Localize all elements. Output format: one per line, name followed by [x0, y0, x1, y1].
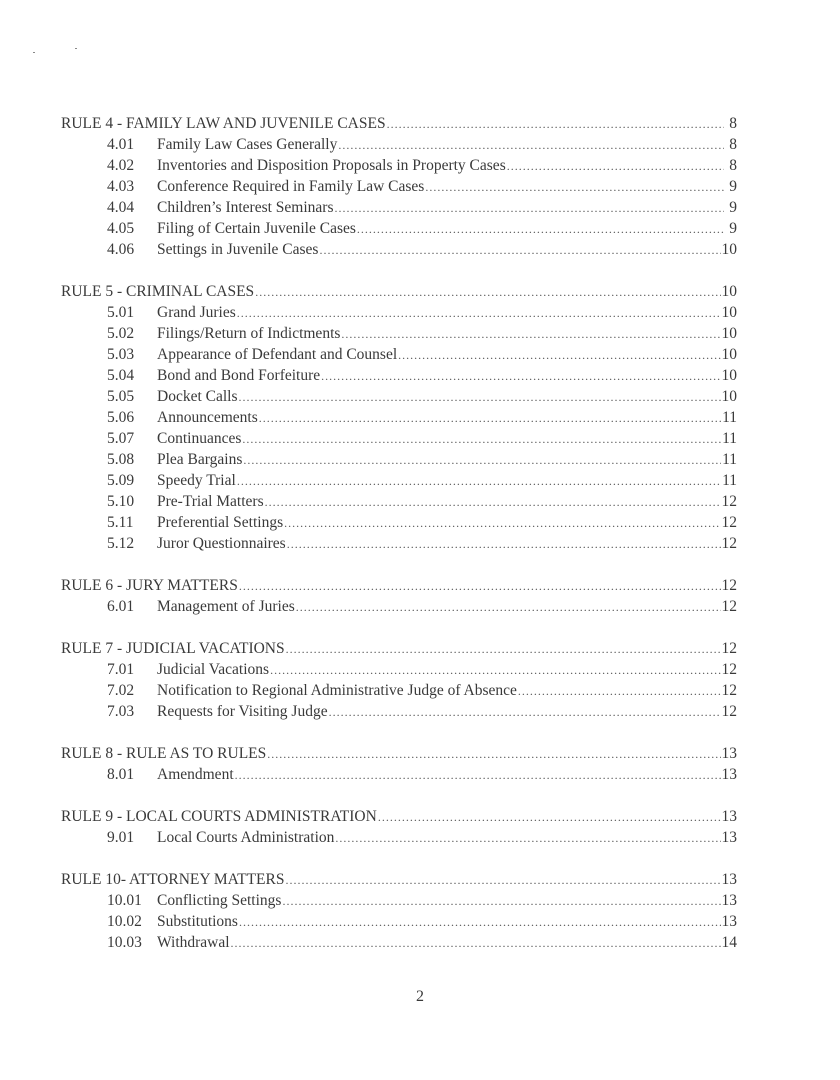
toc-subentry	[55, 764, 745, 785]
subentry-number: 7.02	[107, 682, 135, 699]
subentry-page-number: 12	[721, 682, 737, 699]
dot-leader	[237, 471, 721, 492]
rule-page-number: 13	[721, 808, 737, 825]
subentry-page-number: 9	[729, 220, 737, 237]
subentry-number: 7.03	[107, 703, 135, 720]
scan-speck	[75, 48, 77, 49]
subentry-title: Grand Juries	[157, 304, 236, 321]
rule-title: RULE 10- ATTORNEY MATTERS	[61, 871, 285, 888]
dot-leader	[267, 744, 720, 765]
subentry-title: Amendment	[157, 766, 234, 783]
subentry-page-number: 13	[721, 766, 737, 783]
dot-leader	[265, 492, 721, 513]
toc-rule-entry	[55, 281, 745, 302]
dot-leader	[285, 870, 720, 891]
subentry-title: Speedy Trial	[157, 472, 236, 489]
subentry-number: 6.01	[107, 598, 135, 615]
toc-rule-entry	[55, 575, 745, 596]
subentry-page-number: 8	[729, 157, 737, 174]
rule-page-number: 13	[721, 745, 737, 762]
dot-leader	[239, 576, 721, 597]
subentry-title: Children’s Interest Seminars	[157, 199, 334, 216]
dot-leader	[231, 933, 721, 954]
toc-subentry	[55, 218, 745, 239]
toc-section	[55, 806, 745, 848]
subentry-page-number: 14	[721, 934, 737, 951]
dot-leader	[239, 912, 721, 933]
dot-leader	[237, 303, 721, 324]
rule-title: RULE 8 - RULE AS TO RULES	[61, 745, 267, 762]
subentry-number: 5.10	[107, 493, 135, 510]
subentry-title: Local Courts Administration	[157, 829, 335, 846]
rule-page-number: 12	[721, 577, 737, 594]
dot-leader	[287, 534, 721, 555]
subentry-title: Inventories and Disposition Proposals in Property Cases	[157, 157, 506, 174]
subentry-page-number: 10	[721, 367, 737, 384]
dot-leader	[284, 513, 720, 534]
subentry-number: 5.05	[107, 388, 135, 405]
toc-rule-entry	[55, 113, 745, 134]
subentry-title: Bond and Bond Forfeiture	[157, 367, 321, 384]
toc-subentry	[55, 134, 745, 155]
dot-leader	[255, 282, 720, 303]
toc-subentry	[55, 680, 745, 701]
dot-leader	[286, 639, 721, 660]
toc-subentry	[55, 596, 745, 617]
table-of-contents	[55, 113, 745, 974]
subentry-page-number: 12	[721, 535, 737, 552]
subentry-number: 4.03	[107, 178, 135, 195]
subentry-title: Plea Bargains	[157, 451, 243, 468]
subentry-number: 4.06	[107, 241, 135, 258]
subentry-title: Pre-Trial Matters	[157, 493, 264, 510]
subentry-number: 5.08	[107, 451, 135, 468]
subentry-number: 7.01	[107, 661, 135, 678]
subentry-title: Preferential Settings	[157, 514, 284, 531]
subentry-number: 5.01	[107, 304, 135, 321]
subentry-number: 9.01	[107, 829, 135, 846]
subentry-title: Substitutions	[157, 913, 238, 930]
rule-title: RULE 6 - JURY MATTERS	[61, 577, 238, 594]
subentry-number: 10.01	[107, 892, 142, 909]
subentry-number: 10.02	[107, 913, 142, 930]
subentry-title: Announcements	[157, 409, 258, 426]
subentry-number: 4.01	[107, 136, 135, 153]
rule-title: RULE 7 - JUDICIAL VACATIONS	[61, 640, 285, 657]
toc-section	[55, 281, 745, 554]
dot-leader	[282, 891, 720, 912]
subentry-page-number: 11	[722, 451, 737, 468]
toc-section	[55, 743, 745, 785]
dot-leader	[335, 828, 720, 849]
toc-section	[55, 638, 745, 722]
toc-subentry	[55, 659, 745, 680]
dot-leader	[329, 702, 721, 723]
dot-leader	[507, 156, 724, 177]
subentry-page-number: 10	[721, 241, 737, 258]
subentry-number: 5.07	[107, 430, 135, 447]
subentry-page-number: 8	[729, 136, 737, 153]
toc-subentry	[55, 323, 745, 344]
subentry-page-number: 12	[721, 514, 737, 531]
toc-subentry	[55, 365, 745, 386]
scan-speck	[33, 52, 35, 53]
subentry-page-number: 11	[722, 409, 737, 426]
subentry-page-number: 10	[721, 388, 737, 405]
subentry-number: 8.01	[107, 766, 135, 783]
subentry-number: 5.04	[107, 367, 135, 384]
dot-leader	[357, 219, 724, 240]
subentry-number: 10.03	[107, 934, 142, 951]
subentry-number: 4.04	[107, 199, 135, 216]
subentry-title: Withdrawal	[157, 934, 230, 951]
subentry-page-number: 13	[721, 892, 737, 909]
subentry-page-number: 10	[721, 304, 737, 321]
dot-leader	[398, 345, 720, 366]
subentry-page-number: 12	[721, 703, 737, 720]
toc-section	[55, 113, 745, 260]
subentry-page-number: 10	[721, 346, 737, 363]
subentry-number: 5.03	[107, 346, 135, 363]
toc-subentry	[55, 827, 745, 848]
toc-subentry	[55, 197, 745, 218]
subentry-title: Docket Calls	[157, 388, 238, 405]
toc-subentry	[55, 533, 745, 554]
subentry-title: Conflicting Settings	[157, 892, 282, 909]
subentry-number: 5.09	[107, 472, 135, 489]
subentry-title: Settings in Juvenile Cases	[157, 241, 319, 258]
toc-subentry	[55, 176, 745, 197]
subentry-title: Juror Questionnaires	[157, 535, 286, 552]
subentry-page-number: 13	[721, 913, 737, 930]
subentry-title: Notification to Regional Administrative Judge of Absence	[157, 682, 517, 699]
toc-rule-entry	[55, 806, 745, 827]
toc-subentry	[55, 512, 745, 533]
subentry-title: Management of Juries	[157, 598, 295, 615]
subentry-title: Continuances	[157, 430, 242, 447]
dot-leader	[259, 408, 721, 429]
toc-subentry	[55, 386, 745, 407]
dot-leader	[387, 114, 724, 135]
subentry-title: Family Law Cases Generally	[157, 136, 338, 153]
toc-subentry	[55, 491, 745, 512]
dot-leader	[270, 660, 720, 681]
dot-leader	[319, 240, 720, 261]
toc-subentry	[55, 155, 745, 176]
page-number: 2	[416, 988, 424, 1005]
toc-rule-entry	[55, 638, 745, 659]
subentry-page-number: 12	[721, 493, 737, 510]
toc-subentry	[55, 932, 745, 953]
dot-leader	[338, 135, 724, 156]
toc-rule-entry	[55, 869, 745, 890]
rule-title: RULE 5 - CRIMINAL CASES	[61, 283, 255, 300]
subentry-number: 5.12	[107, 535, 135, 552]
rule-page-number: 10	[721, 283, 737, 300]
toc-section	[55, 575, 745, 617]
toc-subentry	[55, 911, 745, 932]
subentry-number: 5.06	[107, 409, 135, 426]
subentry-title: Conference Required in Family Law Cases	[157, 178, 425, 195]
subentry-page-number: 11	[722, 472, 737, 489]
toc-subentry	[55, 428, 745, 449]
dot-leader	[239, 387, 721, 408]
subentry-title: Judicial Vacations	[157, 661, 270, 678]
subentry-title: Requests for Visiting Judge	[157, 703, 328, 720]
subentry-page-number: 9	[729, 178, 737, 195]
toc-subentry	[55, 407, 745, 428]
dot-leader	[296, 597, 721, 618]
dot-leader	[378, 807, 721, 828]
subentry-title: Filing of Certain Juvenile Cases	[157, 220, 356, 237]
subentry-page-number: 10	[721, 325, 737, 342]
rule-page-number: 12	[721, 640, 737, 657]
rule-title: RULE 4 - FAMILY LAW AND JUVENILE CASES	[61, 115, 386, 132]
subentry-number: 5.02	[107, 325, 135, 342]
subentry-title: Appearance of Defendant and Counsel	[157, 346, 398, 363]
toc-subentry	[55, 449, 745, 470]
toc-subentry	[55, 302, 745, 323]
toc-section	[55, 869, 745, 953]
subentry-number: 5.11	[107, 514, 134, 531]
subentry-page-number: 11	[722, 430, 737, 447]
subentry-page-number: 9	[729, 199, 737, 216]
toc-subentry	[55, 239, 745, 260]
toc-rule-entry	[55, 743, 745, 764]
dot-leader	[335, 198, 725, 219]
dot-leader	[321, 366, 720, 387]
dot-leader	[235, 765, 721, 786]
toc-subentry	[55, 344, 745, 365]
toc-subentry	[55, 890, 745, 911]
subentry-page-number: 12	[721, 661, 737, 678]
dot-leader	[242, 429, 721, 450]
subentry-number: 4.02	[107, 157, 135, 174]
dot-leader	[341, 324, 720, 345]
dot-leader	[425, 177, 724, 198]
subentry-title: Filings/Return of Indictments	[157, 325, 341, 342]
dot-leader	[518, 681, 721, 702]
toc-subentry	[55, 701, 745, 722]
rule-title: RULE 9 - LOCAL COURTS ADMINISTRATION	[61, 808, 377, 825]
subentry-page-number: 13	[721, 829, 737, 846]
rule-page-number: 8	[729, 115, 737, 132]
dot-leader	[243, 450, 721, 471]
toc-subentry	[55, 470, 745, 491]
subentry-page-number: 12	[721, 598, 737, 615]
rule-page-number: 13	[721, 871, 737, 888]
subentry-number: 4.05	[107, 220, 135, 237]
